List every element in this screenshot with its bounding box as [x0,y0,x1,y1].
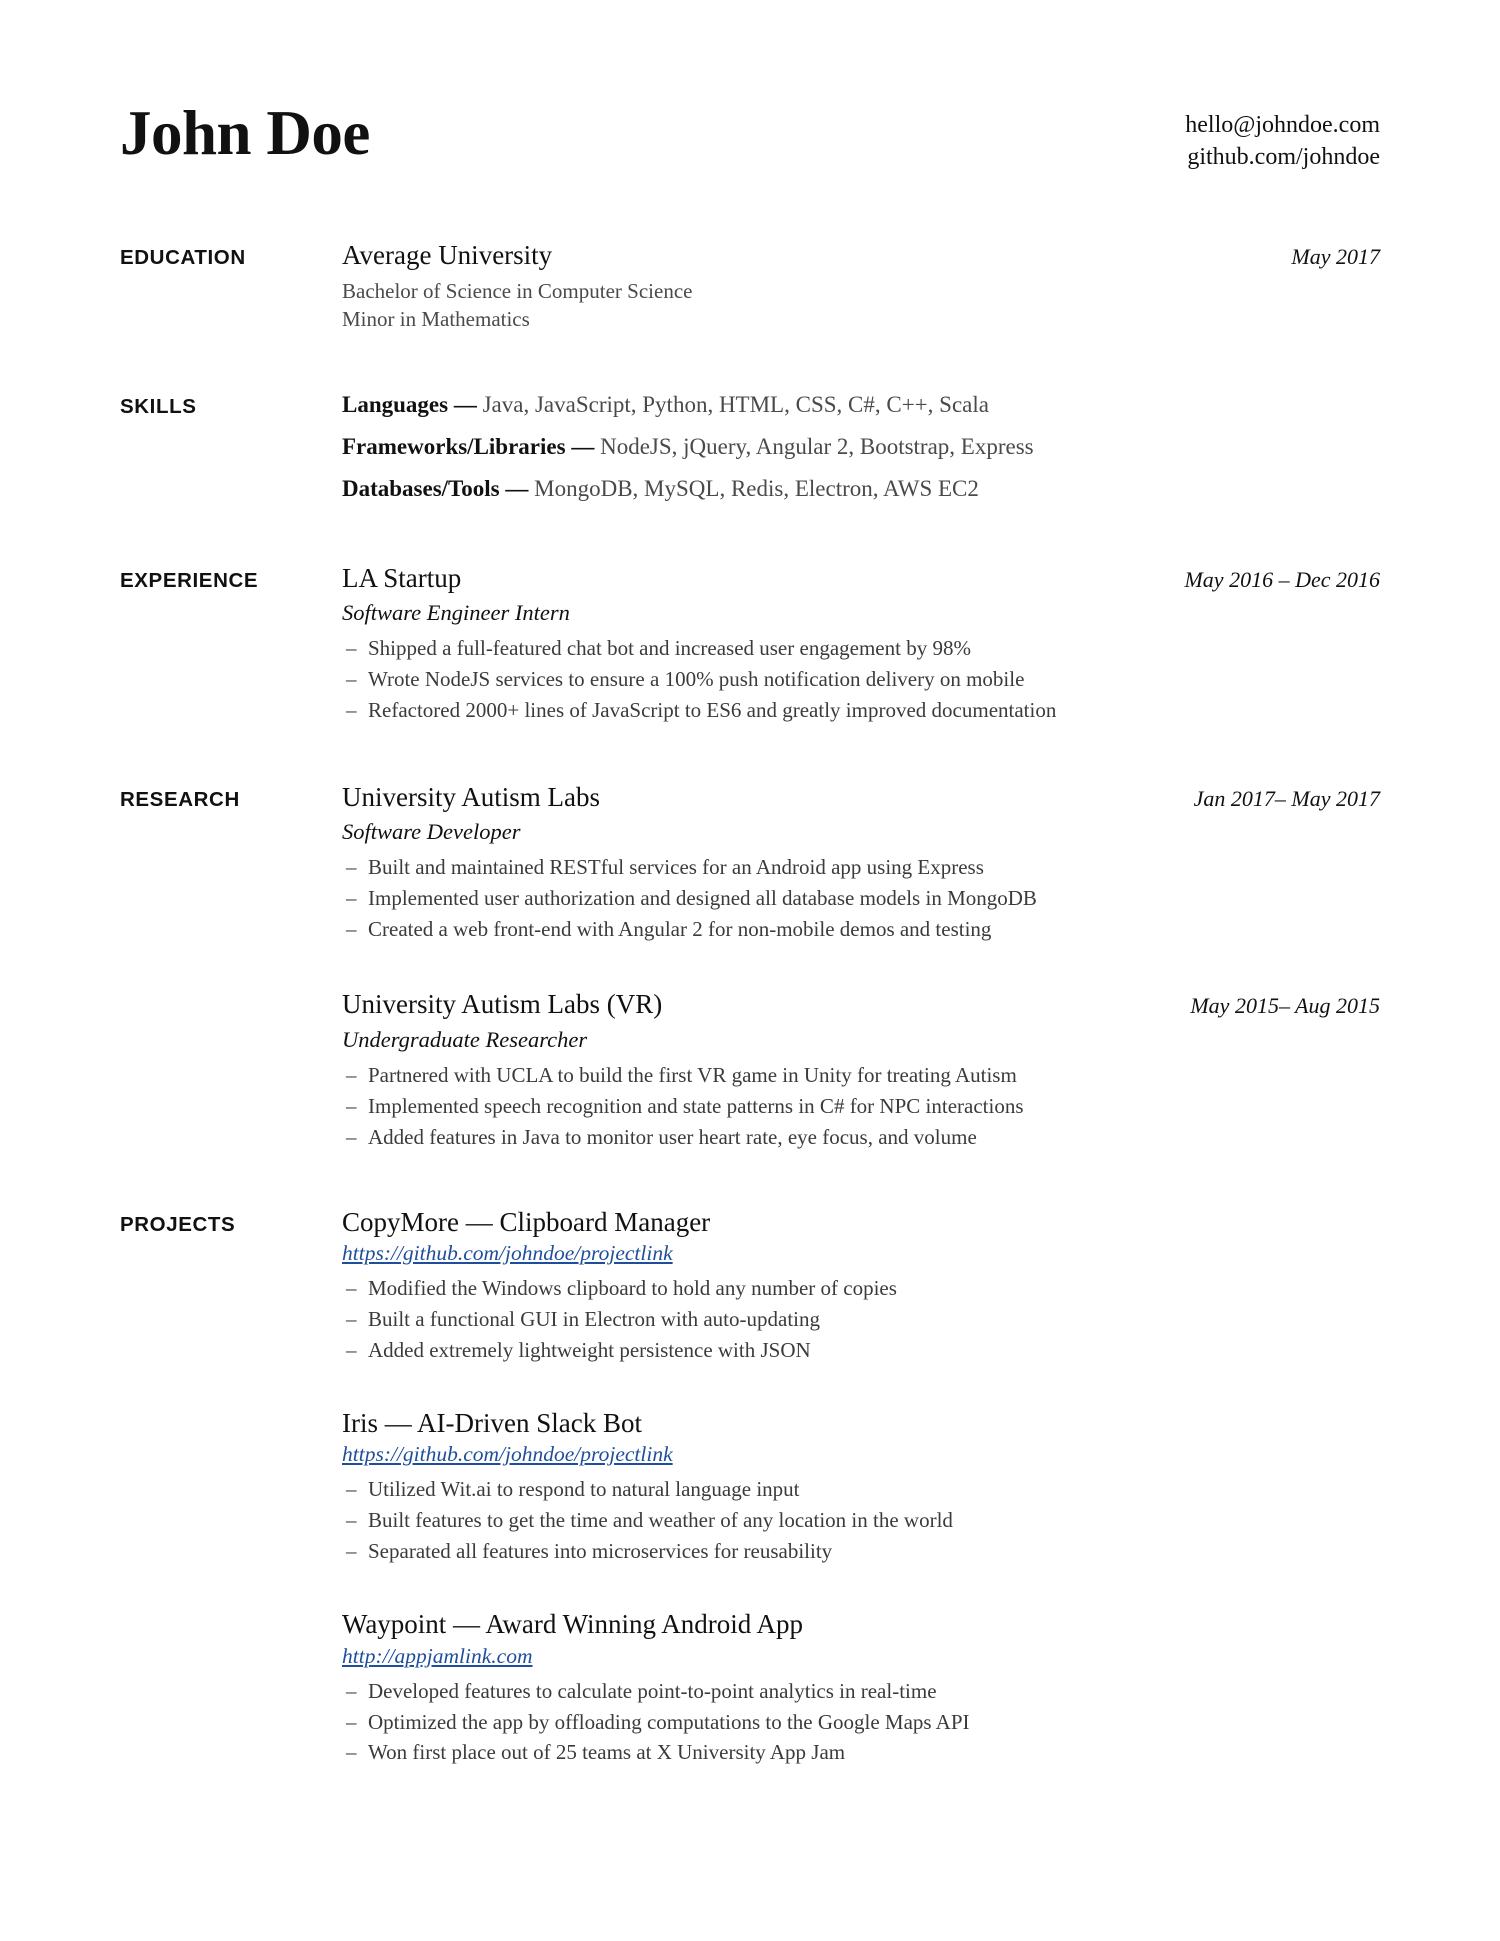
contact-email[interactable]: hello@johndoe.com [1185,112,1380,138]
list-item: – Modified the Windows clipboard to hold any number of copies [342,1274,1380,1303]
entry-role: Undergraduate Researcher [342,1026,588,1052]
list-item: – Utilized Wit.ai to respond to natural language input [342,1475,1380,1504]
skill-row [342,472,1380,506]
list-item: – Implemented user authorization and designed all database models in MongoDB [342,884,1380,913]
skill-dash: — [571,433,595,459]
list-item: – Optimized the app by offloading computations to the Google Maps API [342,1708,1380,1737]
skill-value: MongoDB, MySQL, Redis, Electron, AWS EC2 [534,475,979,501]
project-link[interactable]: http://appjamlink.com [342,1643,533,1668]
section-label-education: EDUCATION [120,246,246,270]
entry-title: Waypoint — Award Winning Android App [342,1609,803,1640]
section-label-projects: PROJECTS [120,1212,236,1236]
skill-key: Languages [342,391,449,417]
education-degree: Bachelor of Science in Computer Science [342,278,693,303]
contact-block [1185,96,1380,173]
entry-title: CopyMore — Clipboard Manager [342,1206,711,1237]
resume-header [120,96,1380,173]
entry-role: Software Developer [342,819,521,845]
section-projects [120,1206,1380,1770]
entry-title: Average University [342,240,553,271]
entry-date: Jan 2017– May 2017 [1193,785,1380,811]
entry-head [342,562,1380,594]
project-entry [342,1206,1380,1365]
bullet-list [342,1061,1380,1152]
project-entry [342,1407,1380,1566]
entry-title: University Autism Labs (VR) [342,989,663,1020]
skill-dash: — [505,475,529,501]
section-education [120,239,1380,333]
entry-head [342,988,1380,1020]
project-link[interactable]: https://github.com/johndoe/projectlink [342,1442,673,1467]
skill-value: NodeJS, jQuery, Angular 2, Bootstrap, Express [600,433,1034,459]
section-skills [120,388,1380,506]
list-item: – Shipped a full-featured chat bot and increased user engagement by 98% [342,634,1380,663]
section-experience [120,562,1380,727]
entry-title: LA Startup [342,562,462,593]
list-item: – Refactored 2000+ lines of JavaScript to ES6 and greatly improved documentation [342,696,1380,725]
section-label-skills: SKILLS [120,394,197,418]
section-research [120,781,1380,1154]
bullet-list [342,853,1380,944]
list-item: – Separated all features into microservices for reusability [342,1537,1380,1566]
list-item: – Wrote NodeJS services to ensure a 100% push notification delivery on mobile [342,665,1380,694]
skill-row [342,388,1380,422]
education-entry [342,239,1380,333]
entry-date: May 2015– Aug 2015 [1190,993,1380,1019]
section-body-research [342,781,1380,1154]
list-item: – Implemented speech recognition and state patterns in C# for NPC interactions [342,1092,1380,1121]
section-label-research: RESEARCH [120,787,240,811]
experience-entry [342,562,1380,725]
entry-date: May 2017 [1291,244,1380,270]
research-entry [342,988,1380,1151]
skill-value: Java, JavaScript, Python, HTML, CSS, C#, C++, Scala [482,391,989,417]
section-body-education [342,239,1380,333]
entry-role: Software Engineer Intern [342,600,570,626]
list-item: – Built features to get the time and weather of any location in the world [342,1506,1380,1535]
section-body-skills [342,388,1380,506]
entry-head [342,781,1380,813]
section-label-experience: EXPERIENCE [120,568,259,592]
project-link[interactable]: https://github.com/johndoe/projectlink [342,1240,673,1265]
list-item: – Added extremely lightweight persistence with JSON [342,1336,1380,1365]
section-body-experience [342,562,1380,727]
skill-key: Frameworks/Libraries [342,433,566,459]
skill-key: Databases/Tools [342,475,500,501]
skill-row [342,430,1380,464]
entry-title: University Autism Labs [342,781,600,812]
research-entry [342,781,1380,944]
bullet-list [342,1274,1380,1365]
list-item: – Created a web front-end with Angular 2 for non-mobile demos and testing [342,915,1380,944]
section-body-projects [342,1206,1380,1770]
bullet-list [342,1677,1380,1768]
contact-github[interactable]: github.com/johndoe [1187,143,1380,170]
list-item: – Won first place out of 25 teams at X University App Jam [342,1738,1380,1767]
entry-date: May 2016 – Dec 2016 [1184,566,1380,592]
project-entry [342,1608,1380,1767]
entry-title: Iris — AI-Driven Slack Bot [342,1407,642,1438]
list-item: – Built a functional GUI in Electron with auto-updating [342,1305,1380,1334]
education-minor: Minor in Mathematics [342,306,530,331]
page-title: John Doe [120,98,370,168]
list-item: – Built and maintained RESTful services for an Android app using Express [342,853,1380,882]
skill-dash: — [453,391,477,417]
list-item: – Partnered with UCLA to build the first VR game in Unity for treating Autism [342,1061,1380,1090]
list-item: – Developed features to calculate point-to-point analytics in real-time [342,1677,1380,1706]
bullet-list [342,1475,1380,1566]
list-item: – Added features in Java to monitor user heart rate, eye focus, and volume [342,1123,1380,1152]
bullet-list [342,634,1380,725]
entry-head [342,239,1380,271]
